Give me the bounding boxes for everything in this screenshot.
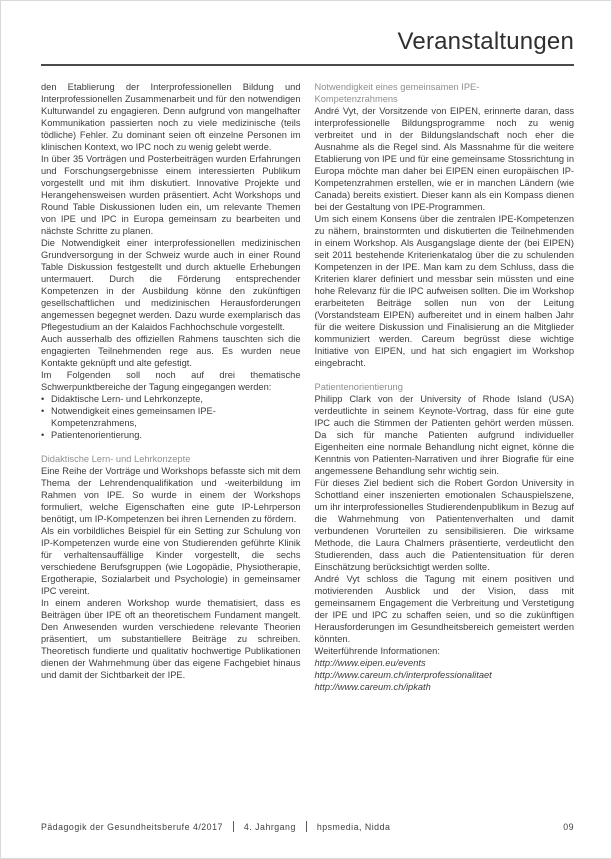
body-paragraph: Als ein vorbildliches Beispiel für ein Setting zur Schulung von IP-Kompetenzen wurde eine von Studierenden geführte Klinik für verhaltensauffällige Kinder vorgestellt, die sechs verschiedene Berufsgruppen (wie Logopädie, Physiotherapie, Ergotherapie, Sozialarbeit und Psychologie) in gemeinsamer IPC vereint. — [41, 526, 301, 596]
list-item-label: Notwendigkeit eines gemeinsamen IPE-Kompetenzrahmens, — [51, 406, 216, 428]
body-paragraph: Für dieses Ziel bedient sich die Robert Gordon University in Schottland einer inszenierten emotionalen Schauspielszene, um ihr interprofessionelles Studierendenpublikum in Bezug auf die Wahrnehmung von Patientenverhalten und damit verbundenen Vorurteilen zu sensibilisieren. Die wirksame Methode, die Laura Chalmers präsentierte, verdeutlicht den Studierenden, dass auch die Patientensituation für deren Einschätzung berücksichtigt werden sollte. — [314, 478, 574, 572]
bullet-icon: • — [41, 406, 45, 416]
left-column — [41, 81, 301, 693]
footer-journal-title: Pädagogik der Gesundheitsberufe 4/2017 — [41, 821, 223, 832]
page-title: Veranstaltungen — [397, 28, 574, 55]
body-paragraph: In einem anderen Workshop wurde thematisiert, dass es Beiträgen über IPE oft an theoretischem Fundament mangelt. Den Anwesenden wurden verschiedene relevante Theorien präsentiert, um substantiellere Beiträge zu schreiben. Theoretisch fundierte und qualitativ hochwertige Publikationen dienen der Wahrnehmung über das eigene Fachgebiet hinaus und damit der Sichtbarkeit der IPE. — [41, 598, 301, 680]
body-paragraph: Philipp Clark von der University of Rhode Island (USA) verdeutlichte in seinem Keynote-Vortrag, dass für eine gute IPC auch die Stimmen der Patienten gehört werden müssen. Da sich für manche Patienten aufgrund individueller Eigenheiten eine normale Behandlung nicht eignet, könne die Kenntnis von Patienten-Narrativen und ihrer Biografie für eine angemessene Behandlung sehr wichtig sein. — [314, 394, 574, 476]
link-eipen-events[interactable]: http://www.eipen.eu/events — [314, 658, 426, 668]
section-heading-didaktik: Didaktische Lern- und Lehrkonzepte — [41, 454, 191, 464]
footer-separator — [233, 821, 234, 832]
section-heading-kompetenzrahmen: Notwendigkeit eines gemeinsamen IPE-Kompetenzrahmens — [314, 82, 480, 104]
body-paragraph: Im Folgenden soll noch auf drei thematische Schwerpunktbereiche der Tagung eingegangen werden: — [41, 370, 301, 392]
page-footer — [41, 821, 574, 832]
footer-separator — [306, 821, 307, 832]
links-heading: Weiterführende Informationen: — [314, 646, 440, 656]
body-paragraph: In über 35 Vorträgen und Posterbeiträgen wurden Erfahrungen und Forschungsergebnisse einem interessierten Publikum vorgestellt und mit ihm diskutiert. Innovative Projekte und Herangehensweisen wurden präsentiert. Acht Workshops und Round Table Diskussionen luden ein, um relevante Themen von IPE und IPC in Europa gemeinsam zu bearbeiten und nächste Schritte zu planen. — [41, 154, 301, 236]
list-item — [41, 405, 301, 429]
page-number: 09 — [563, 821, 574, 832]
section-heading-patientenorientierung: Patientenorientierung — [314, 382, 403, 392]
article-body — [1, 66, 611, 693]
link-careum-interprofessionalitaet[interactable]: http://www.careum.ch/interprofessionalitaet — [314, 670, 492, 680]
body-paragraph: André Vyt, der Vorsitzende von EIPEN, erinnerte daran, dass interprofessionelle Bildungsprogramme noch zu wenig verbreitet und in der Bildungslandschaft noch eher die Ausnahme als die Regel sind. Als Massnahme für die weitere Etablierung von IPE und für eine gemeinsame Stossrichtung in Europa möchte man daher bei EIPEN einen europäischen IP-Kompetenzrahmen erstellen, wie er in manchen Ländern (wie Canada) bereits existiert. Dieser kann als ein Kompass dienen bei der Gestaltung von IPE-Programmen. — [314, 106, 574, 212]
list-item — [41, 429, 301, 441]
body-paragraph: André Vyt schloss die Tagung mit einem positiven und motivierenden Ausblick und der Vision, dass mit gemeinsamem Engagement die Verbreitung und Verstetigung der IPE und IPC zu schaffen seien, und so die zukünftigen Herausforderungen im Gesundheitsbereich gemeistert werden könnten. — [314, 574, 574, 644]
list-item-label: Patientenorientierung. — [51, 430, 142, 440]
body-paragraph: Auch ausserhalb des offiziellen Rahmens tauschten sich die engagierten Teilnehmenden rege aus. Es wurden neue Kontakte geknüpft und alte gefestigt. — [41, 334, 301, 368]
topics-bullet-list — [41, 393, 301, 441]
list-item-label: Didaktische Lern- und Lehrkonzepte, — [51, 394, 203, 404]
body-paragraph: Um sich einem Konsens über die zentralen IPE-Kompetenzen zu nähern, brainstormten und diskutierten die Teilnehmenden in einem Workshop. Als Ausgangslage diente der (bei EIPEN) seit 2011 bestehende Kriterienkatalog über die zu schulenden Kompetenzen in der IPE. Man kam zu dem Schluss, dass die Kriterien klarer definiert und messbar sein müssten und eine hohe Relevanz für die IPC aufweisen sollten. Die im Workshop erarbeiteten Beiträge sollen nun von der Leitung (Vorstandsteam EIPEN) aufbereitet und in einem halben Jahr für die weitere Diskussion und Finalisierung an die Mitglieder kommuniziert werden. Careum begrüsst diese wichtige Initiative von EIPEN, und hat sich engagiert im Workshop eingebracht. — [314, 214, 574, 368]
bullet-icon: • — [41, 394, 45, 404]
list-item — [41, 393, 301, 405]
footer-volume: 4. Jahrgang — [243, 821, 296, 832]
right-column — [315, 81, 575, 693]
body-paragraph: den Etablierung der Interprofessionellen Bildung und Interprofessionellen Zusammenarbeit und für den notwendigen Kulturwandel zu engagieren. Denn aufgrund von mangelhafter Kommunikation passierten noch zu viele medizinische (teils tödliche) Fehler. Zu dominant seien oft einzelne Personen im klinischen Kontext, wo IPC noch zu wenig gelebt werde. — [41, 82, 301, 152]
link-careum-ipkath[interactable]: http://www.careum.ch/ipkath — [314, 682, 431, 692]
body-paragraph: Eine Reihe der Vorträge und Workshops befasste sich mit dem Thema der Lehrendenqualifikation und -weiterbildung im Rahmen von IPE. So wurde in einem der Workshops formuliert, welche Eigenschaften eine gute IP-Lehrperson benötigt, um IP-Kompetenzen bei ihren Lernenden zu fördern. — [41, 466, 301, 524]
page-header — [1, 1, 611, 66]
body-paragraph: Die Notwendigkeit einer interprofessionellen medizinischen Grundversorgung in der Schweiz wurde auch in einer Round Table Diskussion festgestellt und durch aktuelle Erhebungen untermauert. Durch die Förderung entsprechender Kompetenzen in der Ausbildung könne den zukünftigen gesellschaftlichen und medizinischen Herausforderungen angemessen begegnet werden. Dazu wurde exemplarisch das Pflegestudium an der Kalaidos Fachhochschule vorgestellt. — [41, 238, 301, 332]
bullet-icon: • — [41, 430, 45, 440]
footer-publisher: hpsmedia, Nidda — [316, 821, 391, 832]
